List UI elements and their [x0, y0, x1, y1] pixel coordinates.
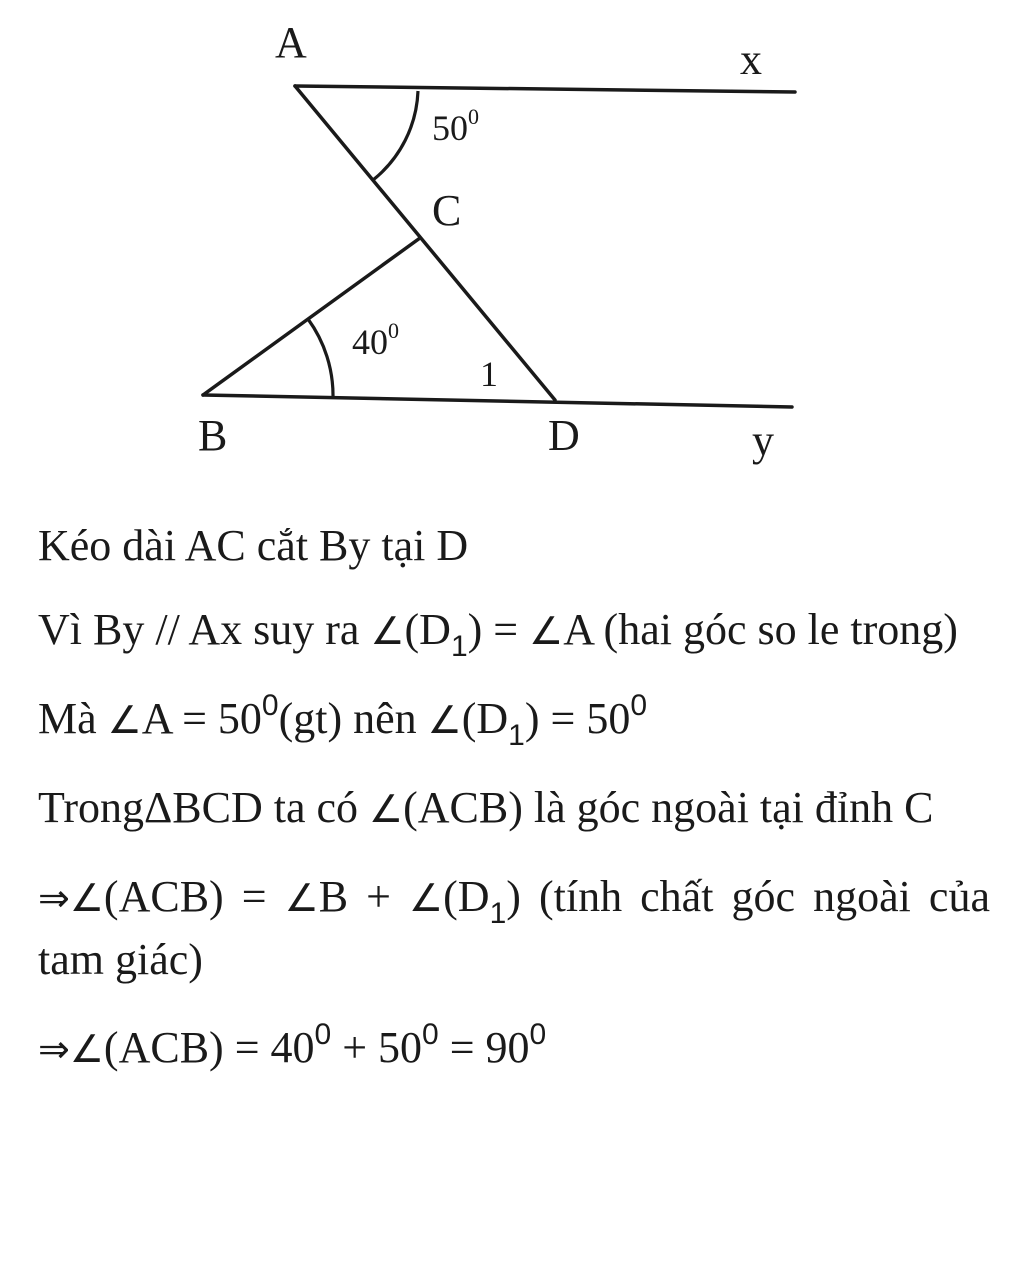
angle-symbol: ∠ — [370, 609, 405, 653]
angle-A-arc — [373, 91, 418, 180]
solution-line-6: ⇒∠(ACB) = $40^0 + 50^0 = 90^0$ — [38, 1018, 547, 1072]
ray-Ax — [295, 86, 795, 92]
segment-AD — [295, 86, 555, 400]
angle-symbol: ∠ — [69, 1027, 104, 1071]
solution-text — [38, 515, 990, 1106]
angle-D1-mark: 1 — [480, 354, 498, 394]
label-D: D — [548, 411, 580, 460]
geometry-figure — [0, 0, 1024, 500]
solution-line-1: Kéo dài AC cắt By tại D — [38, 521, 469, 570]
implies-symbol: ⇒ — [38, 1027, 70, 1071]
angle-symbol: ∠ — [369, 787, 404, 831]
angle-symbol: ∠ — [69, 876, 104, 920]
solution-line-3: Mà ∠A = $50^0(gt)$ nên $\angle(D_1) = 50^0$ — [38, 689, 648, 752]
solution-line-2: Vì By // Ax suy ra $\angle(D_1)$ = ∠A (hai góc so le trong) — [38, 605, 958, 663]
angle-B-label: $40^0$ — [352, 318, 399, 362]
ray-By — [203, 395, 792, 407]
angle-symbol: ∠ — [107, 698, 142, 742]
angle-symbol: ∠ — [427, 698, 462, 742]
solution-line-4: TrongΔBCD ta có ∠(ACB) là góc ngoài tại đỉnh C — [38, 783, 934, 832]
solution-line-5: ⇒∠(ACB) = ∠B + $\angle(D_1)$ (tính chất góc ngoài của tam giác) — [38, 872, 990, 984]
angle-symbol: ∠ — [529, 609, 564, 653]
label-A: A — [275, 18, 307, 67]
angle-A-label: $50^0$ — [432, 104, 479, 148]
label-x: x — [740, 35, 762, 84]
angle-symbol: ∠ — [409, 876, 444, 920]
segment-BC — [203, 238, 420, 395]
implies-symbol: ⇒ — [38, 876, 70, 920]
label-C: C — [432, 186, 462, 235]
label-B: B — [198, 411, 228, 460]
angle-symbol: ∠ — [284, 876, 319, 920]
angle-B-arc — [308, 319, 333, 398]
label-y: y — [752, 416, 774, 465]
